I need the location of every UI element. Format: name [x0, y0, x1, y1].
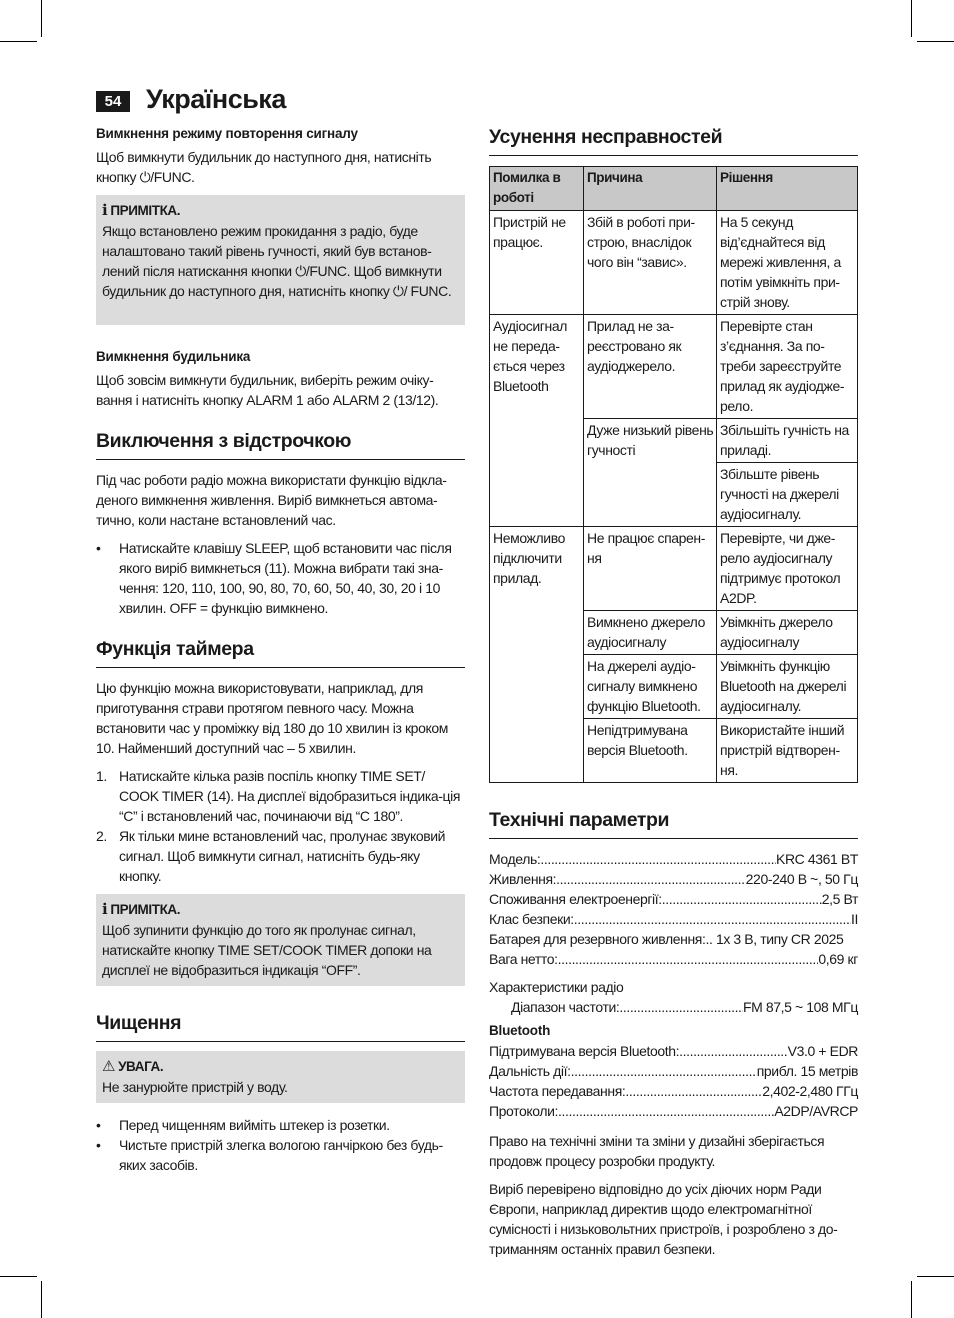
column-header: Помилка в роботі — [490, 167, 584, 211]
warning-title: УВАГА. — [118, 1059, 164, 1074]
table-row — [490, 315, 858, 419]
column-header: Рішення — [717, 167, 858, 211]
table-cell: Увімкніть джерело аудіосигналу — [717, 611, 858, 655]
paragraph: Під час роботи радіо можна використати функцію відкла-деного вимкнення живлення. Виріб вимкнеться автома-тично, коли настане встановлений час. — [96, 472, 447, 528]
paragraph: Щоб вимкнути будильник до наступного дня, натисніть кнопку ⏻/FUNC. — [96, 149, 432, 185]
table-cell: Збій в роботі при-строю, внаслідок чого він “завис». — [584, 211, 717, 315]
crop-mark — [917, 1276, 954, 1277]
table-row — [490, 527, 858, 611]
table-cell: Пристрій не працює. — [490, 211, 584, 315]
paragraph: Виріб перевірено відповідно до усіх діючих норм Ради Європи, наприклад директив щодо електромагнітної сумісності і низьковольтних пристроїв, і розроблено з до-триманням останніх правил безпеки. — [489, 1181, 838, 1257]
table-cell: На джерелі аудіо-сигналу вимкнено функцію Bluetooth. — [584, 655, 717, 719]
table-cell: Неможливо підключити прилад. — [490, 527, 584, 783]
list-item: • Перед чищенням вийміть штекер із розетки. — [96, 1117, 390, 1133]
note-box — [96, 195, 465, 325]
spec-row: Підтримувана версія Bluetooth: ..... V3.0 + EDR — [489, 1041, 858, 1061]
table-cell: Непідтримувана версія Bluetooth. — [584, 719, 717, 783]
warning-icon: ⚠ — [102, 1058, 116, 1075]
table-cell: Перевірте, чи дже-рело аудіосигналу підтримує протокол A2DP. — [717, 527, 858, 611]
bluetooth-spec-list — [489, 1041, 858, 1121]
table-header-row — [490, 167, 858, 211]
spec-row: Вага нетто: ..... 0,69 кг — [489, 949, 858, 969]
page-title: Українська — [146, 84, 286, 114]
crop-mark — [41, 0, 42, 37]
table-cell: Перевірте стан з’єднання. За по-треби зареєструйте прилад як аудіодже-рело. — [717, 315, 858, 419]
subheading: Bluetooth — [489, 1023, 551, 1038]
table-cell: Збільшіть гучність на приладі. — [717, 419, 858, 463]
spec-row: Частота передавання: ..... 2,402-2,480 ГГц — [489, 1081, 858, 1101]
list-item: • Чистьте пристрій злегка вологою ганчіркою без будь-яких засобів. — [96, 1137, 443, 1173]
table-cell: Не працює спарен-ня — [584, 527, 717, 611]
spec-row: Дальність дії: ..... прибл. 15 метрів — [489, 1061, 858, 1081]
crop-mark — [911, 0, 912, 37]
table-cell: Аудіосигнал не переда-ється через Bluetooth — [490, 315, 584, 527]
paragraph: Цю функцію можна використовувати, наприклад, для приготування страви протягом певного часу. Можна встановити час у проміжку від 180 до 10 хвилин із кроком 10. Найменший доступний час – 5 хвилин. — [96, 680, 448, 756]
warning-box — [96, 1051, 465, 1103]
table-cell: Прилад не за-реєстровано як аудіоджерело. — [584, 315, 717, 419]
section-heading: Вимкнення будильника — [96, 349, 251, 364]
subheading: Характеристики радіо — [489, 979, 624, 995]
section-heading: Вимкнення режиму повторення сигналу — [96, 126, 358, 141]
crop-mark — [0, 1276, 37, 1277]
info-icon: ℹ — [102, 202, 108, 219]
table-cell: Вимкнено джерело аудіосигналу — [584, 611, 717, 655]
spec-row: Діапазон частоти: ..... FM 87,5 ~ 108 МГц — [489, 997, 858, 1017]
bullet-list — [96, 538, 465, 618]
table-cell: Дуже низький рівень гучності — [584, 419, 717, 527]
list-item: 2. Як тільки мине встановлений час, пролунає звуковий сигнал. Щоб вимкнути сигнал, натисніть будь-яку кнопку. — [96, 828, 446, 884]
section-title: Усунення несправностей — [489, 126, 858, 156]
note-box — [96, 894, 465, 986]
spec-row: Споживання електроенергії: ..... 2,5 Вт — [489, 889, 858, 909]
spec-row: Живлення: ..... 220-240 В ~, 50 Гц — [489, 869, 858, 889]
paragraph: Щоб зовсім вимкнути будильник, виберіть режим очіку-вання і натисніть кнопку ALARM 1 або ALARM 2 (13/12). — [96, 372, 439, 408]
section-title: Технічні параметри — [489, 809, 858, 839]
spec-row: Модель: ..... KRC 4361 BT — [489, 849, 858, 869]
section-title: Виключення з відстрочкою — [96, 430, 465, 460]
crop-mark — [41, 1281, 42, 1318]
table-cell: На 5 секунд від’єднайтеся від мережі живлення, а потім увімкніть при-стрій знову. — [717, 211, 858, 315]
list-item: • Натискайте клавішу SLEEP, щоб встановити час після якого виріб вимкнеться (11). Можна вибрати такі зна-чення: 120, 110, 100, 90, 80, 70, 60, 50, 40, 30, 20 і 10 хвилин. OFF = функцію вимкнено. — [96, 540, 452, 616]
right-column — [489, 126, 858, 1267]
crop-mark — [0, 41, 37, 42]
column-header: Причина — [584, 167, 717, 211]
warning-text: Не занурюйте пристрій у воду. — [102, 1079, 288, 1095]
crop-mark — [917, 41, 954, 42]
section-title: Чищення — [96, 1012, 465, 1042]
table-row — [490, 211, 858, 315]
spec-list — [489, 849, 858, 969]
paragraph: Право на технічні зміни та зміни у дизайні зберігається продовж процесу розробки продукту. — [489, 1133, 825, 1169]
spec-row: Клас безпеки: ..... II — [489, 909, 858, 929]
numbered-list — [96, 766, 465, 886]
note-text: Якщо встановлено режим прокидання з радіо, буде налаштовано такий рівень гучності, який був встанов-лений після натискання кнопки ⏻/FUNC. Щоб вимкнути будильник до наступного дня, натисніть кнопку ⏻/ FUNC. — [102, 223, 452, 299]
troubleshooting-table — [489, 166, 858, 783]
list-item: 1. Натискайте кілька разів поспіль кнопку TIME SET/ COOK TIMER (14). На дисплеї відобразиться індика-ція “C” і встановлений час, починаючи від “C 180”. — [96, 768, 461, 824]
note-text: Щоб зупинити функцію до того як пролунає сигнал, натискайте кнопку TIME SET/COOK TIMER допоки на дисплеї не відобразиться індикація “OFF”. — [102, 922, 432, 978]
section-title: Функція таймера — [96, 638, 465, 668]
spec-row: Протоколи: ..... A2DP/AVRCP — [489, 1101, 858, 1121]
table-cell: Увімкніть функцію Bluetooth на джерелі аудіосигналу. — [717, 655, 858, 719]
info-icon: ℹ — [102, 901, 108, 918]
table-cell: Використайте інший пристрій відтворен-ня. — [717, 719, 858, 783]
bullet-list — [96, 1115, 465, 1175]
left-column — [96, 126, 465, 1175]
note-title: ПРИМІТКА. — [110, 203, 181, 218]
crop-mark — [911, 1281, 912, 1318]
spec-row: Батарея для резервного живлення: .. 1x 3 В, типу CR 2025 — [489, 931, 844, 947]
note-title: ПРИМІТКА. — [110, 902, 181, 917]
table-cell: Збільште рівень гучності на джерелі аудіосигналу. — [717, 463, 858, 527]
page-number: 54 — [96, 91, 130, 112]
